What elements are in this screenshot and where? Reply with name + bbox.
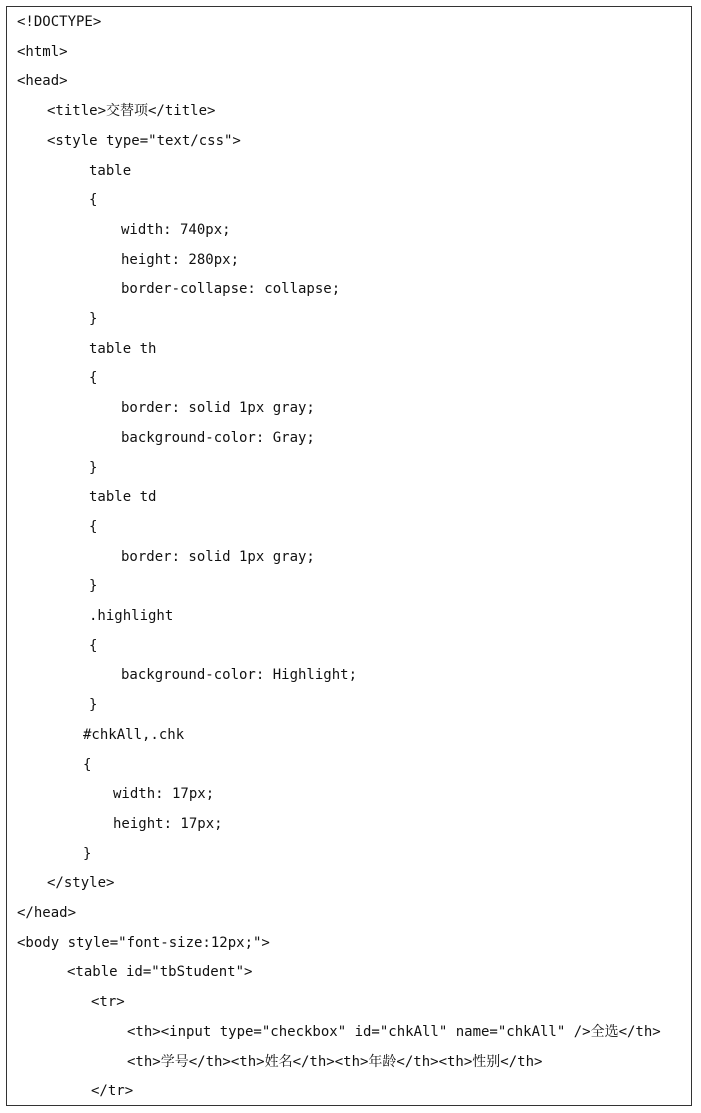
- code-line: height: 17px;: [113, 815, 223, 832]
- code-line: <head>: [17, 73, 68, 90]
- code-line: </head>: [17, 905, 77, 921]
- code-line: <html>: [17, 43, 68, 60]
- code-line: border: solid 1px gray;: [121, 548, 315, 565]
- code-document: [6, 6, 692, 1106]
- code-line: }: [89, 311, 98, 327]
- code-line: <tr>: [91, 994, 125, 1011]
- code-line: <style type="text/css">: [47, 132, 241, 149]
- code-line: table: [89, 162, 132, 179]
- code-line: }: [89, 459, 98, 476]
- code-line: }: [89, 578, 98, 595]
- code-line: <!DOCTYPE>: [17, 14, 102, 30]
- code-line: table td: [89, 489, 157, 506]
- code-line: {: [89, 637, 98, 654]
- code-line: <title>交替项</title>: [47, 103, 216, 120]
- code-line: <table id="tbStudent">: [67, 964, 253, 981]
- code-line: }: [83, 845, 92, 862]
- code-line: table th: [89, 340, 157, 357]
- code-line: width: 17px;: [113, 786, 215, 803]
- code-line: </style>: [47, 875, 115, 892]
- code-line: {: [89, 518, 98, 535]
- code-line: {: [89, 192, 98, 209]
- code-line: border: solid 1px gray;: [121, 400, 315, 417]
- code-line: width: 740px;: [121, 221, 231, 238]
- code-line: {: [89, 370, 98, 387]
- code-line: </tr>: [91, 1083, 134, 1100]
- code-line: #chkAll,.chk: [83, 726, 185, 743]
- code-line: <th>学号</th><th>姓名</th><th>年龄</th><th>性别</th>: [127, 1053, 543, 1070]
- code-line: <th><input type="checkbox" id="chkAll" name="chkAll" />全选</th>: [127, 1023, 661, 1040]
- code-line: }: [89, 697, 98, 714]
- code-line: <body style="font-size:12px;">: [17, 934, 270, 951]
- code-line: background-color: Gray;: [121, 429, 315, 446]
- code-line: {: [83, 756, 92, 773]
- code-line: .highlight: [89, 608, 174, 624]
- code-line: background-color: Highlight;: [121, 667, 358, 684]
- code-line: height: 280px;: [121, 251, 240, 268]
- code-line: border-collapse: collapse;: [121, 281, 341, 298]
